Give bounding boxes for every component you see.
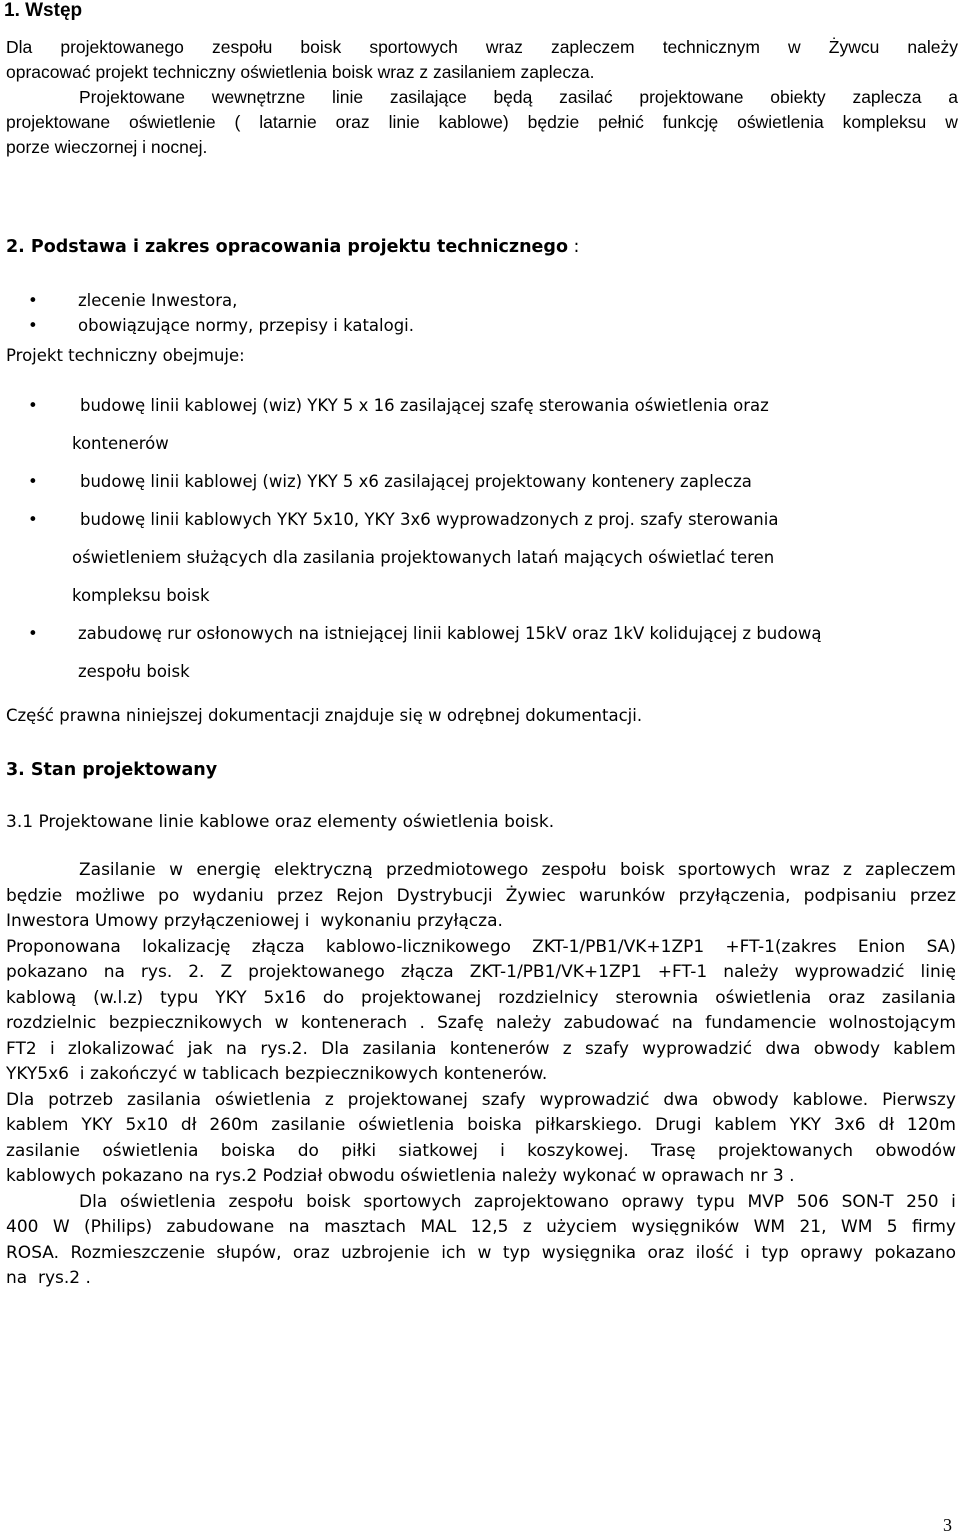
- word: przez: [276, 885, 323, 906]
- section-1-heading: 1. Wstęp: [4, 0, 83, 21]
- word: sportowych: [369, 37, 458, 57]
- word: boisk: [619, 860, 665, 880]
- word: oświetlenia: [119, 1191, 216, 1212]
- list-item-continuation: kontenerów: [72, 434, 169, 453]
- word: oraz: [335, 112, 370, 132]
- paragraph-line: [6, 1215, 956, 1241]
- word: obwody: [712, 1089, 779, 1110]
- word: +FT-1: [657, 962, 708, 982]
- word: 400: [6, 1217, 39, 1237]
- word: zapleczem: [865, 860, 956, 880]
- paragraph-line: [6, 85, 958, 110]
- word: oraz: [292, 1242, 330, 1263]
- word: a: [948, 87, 958, 107]
- word: pełnić: [598, 112, 644, 132]
- word: uzbrojenie: [341, 1242, 430, 1263]
- list-item-text: obowiązujące normy, przepisy i katalogi.: [78, 316, 415, 335]
- word: latarnie: [259, 112, 317, 132]
- word: i: [49, 1038, 55, 1059]
- word: oświetlenie: [129, 112, 216, 132]
- word: projektowane: [639, 87, 744, 107]
- word: sportowych: [363, 1191, 462, 1212]
- word: zasilanie: [6, 1140, 81, 1161]
- word: Rozmieszczenie: [70, 1242, 206, 1263]
- word: będzie: [527, 112, 580, 132]
- word: projektowanego: [248, 962, 385, 982]
- word: zlokalizować: [67, 1038, 175, 1059]
- word: ZKT-1/PB1/VK+1ZP1: [469, 962, 642, 982]
- word: 260m: [209, 1115, 259, 1135]
- word: 12,5: [470, 1217, 509, 1237]
- word: rys.2.: [260, 1038, 308, 1059]
- page-number: 3: [943, 1515, 952, 1535]
- list-item-continuation: zespołu boisk: [78, 662, 190, 681]
- section-2-heading-text: 2. Podstawa i zakres opracowania projektu technicznego: [6, 237, 568, 257]
- word: koszykowej.: [527, 1140, 629, 1161]
- word: kablowe): [438, 112, 509, 132]
- word: jak: [187, 1038, 213, 1059]
- word: YKY: [81, 1115, 113, 1135]
- list-item-continuation: kompleksu boisk: [72, 586, 210, 605]
- word: firmy: [911, 1217, 956, 1237]
- word: dł: [180, 1115, 197, 1135]
- word: 5: [886, 1217, 898, 1237]
- word: należy: [723, 962, 779, 982]
- word: Trasę: [651, 1140, 696, 1161]
- word: dł: [878, 1115, 895, 1135]
- paragraph-line: [6, 986, 956, 1012]
- bullet-icon: •: [28, 624, 38, 643]
- word: Żywcu: [828, 37, 880, 57]
- word: zabudować: [563, 1013, 660, 1033]
- word: podpisaniu: [803, 885, 897, 906]
- word: należy: [496, 1013, 552, 1033]
- word: do: [322, 987, 345, 1008]
- word: i: [500, 1140, 505, 1161]
- word: zespołu: [228, 1191, 294, 1212]
- list-item-continuation: oświetleniem służących dla zasilania projektowanych latań mających oświetlać teren: [72, 548, 775, 567]
- word: zabudowane: [166, 1217, 275, 1237]
- word: Dystrybucji: [396, 885, 493, 906]
- word: boisk: [300, 37, 342, 57]
- word: typ: [502, 1242, 531, 1263]
- scope-intro: Projekt techniczny obejmuje:: [6, 346, 245, 365]
- word: i: [951, 1191, 956, 1212]
- word: kablowo-licznikowego: [325, 936, 511, 957]
- line-text: opracować projekt techniczny oświetlenia boisk wraz z zasilaniem zaplecza.: [6, 62, 595, 82]
- word: energię: [196, 860, 261, 880]
- word: warunków: [579, 885, 666, 906]
- word: SA): [926, 936, 956, 957]
- word: zasilanie: [271, 1115, 346, 1135]
- word: projektowanej: [347, 1089, 468, 1110]
- word: sterownia: [615, 987, 699, 1008]
- word: z: [324, 1089, 334, 1110]
- word: kablem: [893, 1038, 956, 1059]
- word: wolnostojącym: [828, 1013, 956, 1033]
- list-item-first-line: zabudowę rur osłonowych na istniejącej linii kablowej 15kV oraz 1kV kolidującej z budową: [78, 624, 822, 643]
- word: typu: [696, 1191, 735, 1212]
- paragraph-line: [6, 1241, 956, 1267]
- word: elektryczną: [274, 860, 373, 880]
- paragraph-line: [6, 1139, 956, 1165]
- list-item-first-line: budowę linii kablowej (wiz) YKY 5 x6 zasilającej projektowany kontenery zaplecza: [80, 472, 752, 491]
- word: kablem: [6, 1115, 69, 1135]
- word: YKY: [215, 987, 247, 1008]
- list-item-text: [72, 387, 821, 463]
- line-text: porze wieczornej i nocnej.: [6, 137, 208, 157]
- word: złącza: [251, 936, 305, 957]
- paragraph-line: [6, 135, 958, 160]
- word: WM: [840, 1217, 873, 1237]
- word: zespołu: [211, 37, 273, 57]
- word: będą: [493, 87, 533, 107]
- paragraph-line: [6, 1113, 956, 1139]
- word: zasilania: [881, 987, 956, 1008]
- word: oświetlenia: [737, 112, 824, 132]
- word: projektowanego: [60, 37, 184, 57]
- line-text: kablowych pokazano na rys.2 Podział obwodu oświetlenia należy wykonać w oprawach nr 3 .: [6, 1166, 795, 1186]
- word: z: [522, 1217, 532, 1237]
- word: projektowanych: [717, 1140, 854, 1161]
- word: kablowe.: [792, 1089, 869, 1110]
- word: (w.l.z): [93, 987, 144, 1008]
- word: zapleczem: [550, 37, 635, 57]
- word: boiska: [220, 1140, 276, 1161]
- word: typ: [761, 1242, 789, 1263]
- word: oraz: [828, 987, 865, 1008]
- paragraph-line: [6, 960, 956, 986]
- word: z: [843, 860, 852, 880]
- word: linię: [920, 962, 956, 982]
- paragraph-line: [6, 1266, 956, 1292]
- word: obiekty: [770, 87, 826, 107]
- paragraph-line: [6, 884, 956, 910]
- word: w: [945, 112, 958, 132]
- word: oświetlenia: [214, 1089, 311, 1110]
- word: Szafę: [437, 1013, 484, 1033]
- list-item: [28, 615, 821, 691]
- list-item-text: [78, 615, 821, 691]
- word: oświetlenia: [102, 1140, 199, 1161]
- line-text: na rys.2 .: [6, 1268, 91, 1288]
- list-item-first-line: budowę linii kablowych YKY 5x10, YKY 3x6 wyprowadzonych z proj. szafy sterowania: [80, 510, 779, 529]
- word: 2.: [188, 962, 205, 982]
- scope-list: [28, 387, 821, 691]
- word: na: [103, 962, 125, 982]
- word: ilość: [695, 1242, 734, 1263]
- bullet-icon: •: [28, 510, 38, 529]
- word: sportowych: [677, 860, 777, 880]
- word: w: [169, 860, 183, 880]
- word: w: [788, 37, 801, 57]
- word: po: [158, 885, 180, 906]
- word: kablem: [714, 1115, 777, 1135]
- word: bezpiecznikowych: [108, 1013, 263, 1033]
- word: 506: [796, 1191, 830, 1212]
- word: szafy: [481, 1089, 526, 1110]
- list-item: [28, 387, 821, 463]
- word: MVP: [747, 1191, 785, 1212]
- paragraph-line: [6, 1088, 956, 1114]
- word: pokazano: [6, 962, 88, 982]
- word: .: [419, 1013, 425, 1033]
- word: kompleksu: [842, 112, 927, 132]
- word: oświetlenia: [715, 987, 812, 1008]
- list-item-text: zlecenie Inwestora,: [78, 291, 238, 310]
- paragraph-line: [6, 1037, 956, 1063]
- word: ich: [441, 1242, 467, 1263]
- word: ZKT-1/PB1/VK+1ZP1: [532, 936, 705, 957]
- word: 120m: [906, 1115, 956, 1135]
- word: na: [225, 1038, 248, 1059]
- word: SON-T: [841, 1191, 894, 1212]
- word: Dla: [321, 1038, 350, 1059]
- section-3-1-heading: 3.1 Projektowane linie kablowe oraz elementy oświetlenia boisk.: [6, 812, 555, 832]
- word: w: [274, 1013, 289, 1033]
- word: rozdzielnic: [6, 1013, 97, 1033]
- word: złącza: [400, 962, 454, 982]
- section-2-heading-suffix: :: [567, 237, 580, 257]
- word: rozdzielnicy: [498, 987, 599, 1008]
- section-2-heading: [6, 237, 579, 257]
- word: (Philips): [84, 1217, 153, 1237]
- word: na: [288, 1217, 310, 1237]
- word: rys.: [140, 962, 173, 982]
- word: słupów,: [216, 1242, 282, 1263]
- word: siatkowej: [398, 1140, 478, 1161]
- word: dwa: [663, 1089, 699, 1110]
- word: lokalizację: [142, 936, 231, 957]
- word: FT2: [6, 1038, 37, 1059]
- list-item: [28, 501, 821, 615]
- word: oraz: [647, 1242, 685, 1263]
- word: będzie: [6, 885, 63, 906]
- word: projektowanej: [361, 987, 482, 1008]
- bullet-icon: •: [28, 396, 38, 415]
- word: Projektowane: [79, 87, 186, 107]
- word: w: [477, 1242, 492, 1263]
- word: zasilać: [559, 87, 613, 107]
- word: oświetlenia: [358, 1115, 455, 1135]
- word: wysięgnika: [541, 1242, 637, 1263]
- word: przedmiotowego: [386, 860, 529, 880]
- word: obwodów: [875, 1140, 956, 1161]
- word: możliwe: [75, 885, 145, 906]
- word: 5x16: [263, 987, 307, 1008]
- bullet-icon: •: [28, 472, 38, 491]
- word: przez: [909, 885, 956, 906]
- word: W: [52, 1217, 70, 1237]
- bullet-icon: •: [28, 291, 38, 310]
- word: użyciem: [546, 1217, 618, 1237]
- word: potrzeb: [48, 1089, 114, 1110]
- word: typu: [160, 987, 199, 1008]
- word: technicznym: [662, 37, 760, 57]
- list-item-text: [80, 463, 821, 501]
- paragraph-line: [6, 935, 956, 961]
- paragraph-line: [6, 35, 958, 60]
- word: fundamencie: [705, 1013, 817, 1033]
- word: MAL: [420, 1217, 457, 1237]
- word: linie: [388, 112, 420, 132]
- word: wraz: [485, 37, 523, 57]
- word: funkcję: [662, 112, 719, 132]
- word: linie: [331, 87, 364, 107]
- paragraph-line: [6, 858, 956, 884]
- word: szafy: [584, 1038, 629, 1059]
- word: Proponowana: [6, 936, 121, 957]
- word: pokazano: [874, 1242, 956, 1263]
- word: 250: [906, 1191, 939, 1212]
- word: kontenerach: [300, 1013, 408, 1033]
- word: Drugi: [655, 1115, 702, 1135]
- paragraph-line: [6, 110, 958, 135]
- word: wysięgników: [631, 1217, 740, 1237]
- word: Dla: [6, 1089, 35, 1110]
- word: 5x10: [125, 1115, 169, 1135]
- paragraph-line: [6, 1011, 956, 1037]
- word: Pierwszy: [882, 1089, 956, 1110]
- word: zasilania: [127, 1089, 201, 1110]
- word: (: [234, 112, 241, 132]
- word: +FT-1(zakres: [725, 936, 837, 957]
- list-item-first-line: budowę linii kablowej (wiz) YKY 5 x 16 zasilającej szafę sterowania oświetlenia oraz: [80, 396, 769, 415]
- word: Enion: [857, 936, 906, 957]
- word: wyprowadzić: [642, 1038, 753, 1059]
- section-3-heading: 3. Stan projektowany: [6, 760, 218, 780]
- word: zaprojektowano: [474, 1191, 609, 1212]
- legal-note: Część prawna niniejszej dokumentacji znajduje się w odrębnej dokumentacji.: [6, 706, 643, 725]
- word: wydaniu: [192, 885, 264, 906]
- word: piłki: [341, 1140, 377, 1161]
- word: Żywiec: [505, 885, 566, 906]
- word: i: [745, 1242, 750, 1263]
- word: 3x6: [833, 1115, 866, 1135]
- word: WM: [753, 1217, 786, 1237]
- word: piłkarskiego.: [534, 1115, 643, 1135]
- word: kablową: [6, 987, 77, 1008]
- bullet-icon: •: [28, 316, 38, 335]
- line-text: YKY5x6 i zakończyć w tablicach bezpiecznikowych kontenerów.: [6, 1064, 548, 1084]
- list-item-text: [72, 501, 821, 615]
- section-3-body: [6, 858, 956, 1292]
- word: YKY: [789, 1115, 821, 1135]
- paragraph-line: [6, 1062, 956, 1088]
- word: wyprowadzić: [539, 1089, 650, 1110]
- word: Z: [220, 962, 233, 982]
- word: boiska: [467, 1115, 522, 1135]
- word: oprawy: [621, 1191, 685, 1212]
- word: wyprowadzić: [794, 962, 905, 982]
- line-text: Inwestora Umowy przyłączeniowej i wykonaniu przyłącza.: [6, 911, 503, 931]
- word: zasilające: [389, 87, 467, 107]
- word: boisk: [306, 1191, 351, 1212]
- word: do: [297, 1140, 319, 1161]
- word: Dla: [79, 1191, 108, 1212]
- word: 21,: [799, 1217, 827, 1237]
- word: Rejon: [336, 885, 384, 906]
- word: zaplecza: [852, 87, 922, 107]
- paragraph-line: [6, 60, 958, 85]
- list-item: [28, 463, 821, 501]
- paragraph-line: [6, 1190, 956, 1216]
- word: zespołu: [541, 860, 607, 880]
- word: zasilania: [362, 1038, 437, 1059]
- word: projektowane: [6, 112, 111, 132]
- word: na: [671, 1013, 693, 1033]
- word: oprawy: [800, 1242, 863, 1263]
- word: Dla: [6, 37, 33, 57]
- word: masztach: [324, 1217, 407, 1237]
- word: przyłączenia,: [678, 885, 791, 906]
- paragraph-line: [6, 1164, 956, 1190]
- paragraph-line: [6, 909, 956, 935]
- word: należy: [907, 37, 958, 57]
- word: obwody: [813, 1038, 881, 1059]
- word: kontenerów: [449, 1038, 550, 1059]
- word: wewnętrzne: [211, 87, 306, 107]
- word: Zasilanie: [79, 860, 156, 880]
- word: wraz: [789, 860, 830, 880]
- word: ROSA.: [6, 1242, 60, 1263]
- word: dwa: [765, 1038, 801, 1059]
- section-1-paragraph: [6, 35, 958, 160]
- word: z: [562, 1038, 572, 1059]
